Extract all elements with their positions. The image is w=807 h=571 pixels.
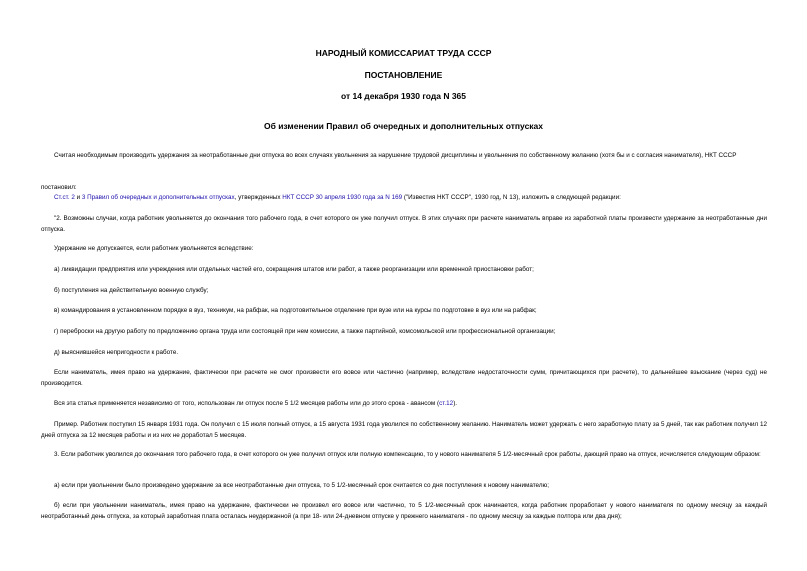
article-2-paragraph: "2. Возможны случаи, когда работник увольняется до окончания того рабочего года, в счет которого он уже получил отпуск. В этих случаях при расчете наниматель вправе из заработной платы произвести удержание за неотработанные дни отпуска. (41, 215, 767, 233)
article-3-item-a: а) если при увольнении было произведено удержание за все неотработанные дни отпуска, то 5 1/2-месячный срок считается со дня поступления к новому нанимателю; (54, 482, 549, 489)
article-12-link[interactable]: ст.12 (439, 400, 454, 407)
nkt-decree-link[interactable]: НКТ СССР 30 апреля 1930 года за N 169 (282, 194, 403, 201)
decree-text-3: ("Известия НКТ СССР", 1930 год, N 13), изложить в следующей редакции: (402, 194, 621, 201)
intro-paragraph: Считая необходимым производить удержания за неотработанные дни отпуска во всех случаях увольнения за нарушение трудовой дисциплины и увольнения по собственному желанию (хотя бы и с согласия нанимателя), НКТ СССР (54, 152, 737, 159)
decree-text-2: , утвержденных (234, 194, 283, 201)
list-item-g: г) переброски на другую работу по предложению органа труда или состоящей при нем комиссии, а также партийной, комсомольской или профессиональной организации; (54, 328, 556, 335)
no-deduction-paragraph: Удержание не допускается, если работник увольняется вследствие: (54, 245, 254, 252)
article-3-paragraph: 3. Если работник уволился до окончания того рабочего года, в счет которого он уже получил отпуск или полную компенсацию, то у нового нанимателя 5 1/2-месячный срок работы, дающий право на отпуск, исчисляется следующим образом: (54, 451, 761, 458)
list-item-b: б) поступления на действительную военную службу; (54, 287, 209, 294)
document-date: от 14 декабря 1930 года N 365 (340, 91, 467, 101)
list-item-v: в) командирования в установленном порядке в вуз, техникум, на рабфак, на подготовительное отделение при вузе или на курсы по подготовке в вуз или на рабфак; (54, 307, 537, 314)
employer-paragraph: Если наниматель, имея право на удержание, фактически при расчете не смог произвести его вовсе или частично (например, вследствие недостаточности сумм, причитающихся при расчете), то дальнейшее взыскание (через суд) не производится. (41, 369, 767, 387)
applicability-text: Вся эта статья применяется независимо от того, использован ли отпуск после 5 1/2 месяцев работы или до этого срока - авансом ( (54, 400, 440, 407)
document-title: Об изменении Правил об очередных и дополнительных отпусках (263, 121, 544, 131)
list-item-a: а) ликвидации предприятия или учреждения или отдельных частей его, сокращения штатов или работ, а также реорганизации или временной приостановки работ; (54, 266, 534, 273)
applicability-paragraph (41, 399, 767, 410)
document-type: ПОСТАНОВЛЕНИЕ (364, 70, 443, 80)
decreed-label: постановил: (41, 184, 77, 191)
decree-paragraph (41, 193, 767, 204)
applicability-end: ). (453, 400, 458, 407)
list-item-d: д) выяснившейся непригодности к работе. (54, 349, 179, 356)
article-3-item-b: б) если при увольнении наниматель, имея право на удержание, фактически не произвел его вовсе или частично, то 5 1/2-месячный срок начинается, когда работник проработает у нового нанимателя по одному месяцу за каждый неотработанный день отпуска, за который заработная плата осталась неудержанной (а при 18- или 24-дневном отпуске у прежнего нанимателя - по одному месяцу за каждые полтора или два дня); (41, 502, 767, 520)
issuing-authority: НАРОДНЫЙ КОМИССАРИАТ ТРУДА СССР (315, 48, 492, 58)
article-2-link[interactable]: Ст.ст. 2 (54, 194, 75, 201)
example-paragraph: Пример. Работник поступил 15 января 1931 года. Он получил с 15 июля полный отпуск, а 15 августа 1931 года уволился по собственному желанию. Наниматель может удержать с него заработную плату за 5 дней, так как работник получил 12 дней отпуска за 12 месяцев работы и из них не доработал 5 месяцев. (41, 421, 767, 439)
rules-link[interactable]: 3 Правил об очередных и дополнительных отпусках (81, 194, 235, 201)
decree-text-1: и (74, 194, 82, 201)
